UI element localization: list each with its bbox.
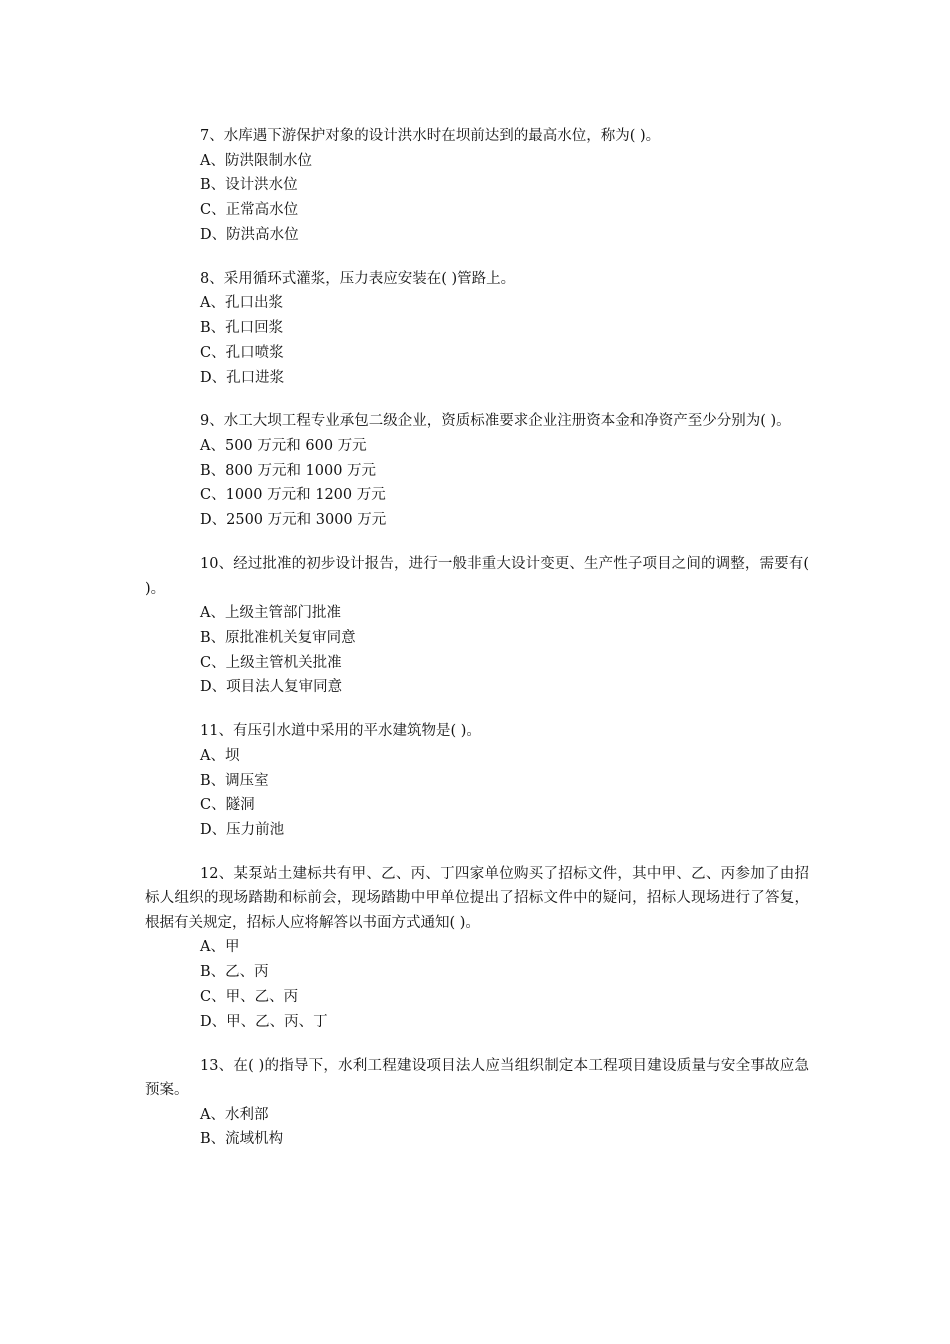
question-stem: 13、在( )的指导下，水利工程建设项目法人应当组织制定本工程项目建设质量与安全事故应急预案。 [145, 1057, 809, 1099]
option-a: A、上级主管部门批准 [200, 605, 341, 622]
option-c: C、正常高水位 [200, 202, 299, 219]
option-b: B、孔口回浆 [200, 319, 284, 336]
question-stem: 11、有压引水道中采用的平水建筑物是( )。 [200, 723, 481, 740]
question-13 [145, 1054, 809, 1153]
option-b: B、流域机构 [200, 1131, 284, 1148]
option-b: B、设计洪水位 [200, 177, 298, 194]
question-stem: 7、水库遇下游保护对象的设计洪水时在坝前达到的最高水位，称为( )。 [200, 128, 661, 144]
question-stem: 12、某泵站土建标共有甲、乙、丙、丁四家单位购买了招标文件，其中甲、乙、丙参加了由招标人组织的现场踏勘和标前会，现场踏勘中甲单位提出了招标文件中的疑问，招标人现场进行了答复，根据有关规定，招标人应将解答以书面方式通知( )。 [145, 865, 809, 931]
option-d: D、孔口进浆 [200, 369, 285, 386]
question-11 [145, 719, 809, 843]
option-d: D、项目法人复审同意 [200, 679, 343, 696]
option-c: C、孔口喷浆 [200, 344, 284, 361]
option-b: B、800 万元和 1000 万元 [200, 462, 377, 479]
option-d: D、2500 万元和 3000 万元 [200, 512, 387, 529]
option-a: A、甲 [200, 939, 240, 956]
option-a: A、防洪限制水位 [200, 152, 312, 169]
question-stem: 9、水工大坝工程专业承包二级企业，资质标准要求企业注册资本金和净资产至少分别为( )。 [200, 413, 791, 430]
option-c: C、隧洞 [200, 797, 255, 814]
question-stem: 10、经过批准的初步设计报告，进行一般非重大设计变更、生产性子项目之间的调整，需要有( )。 [145, 556, 809, 597]
option-b: B、乙、丙 [200, 964, 269, 981]
question-stem: 8、采用循环式灌浆，压力表应安装在( )管路上。 [200, 270, 516, 287]
option-a: A、500 万元和 600 万元 [200, 437, 367, 454]
question-9 [145, 409, 809, 533]
option-b: B、原批准机关复审同意 [200, 629, 356, 646]
option-b: B、调压室 [200, 772, 269, 789]
option-c: C、上级主管机关批准 [200, 654, 342, 671]
option-a: A、坝 [200, 747, 240, 764]
question-7 [145, 124, 809, 248]
question-12 [145, 862, 809, 1035]
option-d: D、压力前池 [200, 822, 285, 839]
option-a: A、孔口出浆 [200, 295, 283, 312]
option-d: D、甲、乙、丙、丁 [200, 1013, 328, 1030]
option-c: C、1000 万元和 1200 万元 [200, 487, 386, 504]
option-c: C、甲、乙、丙 [200, 989, 299, 1006]
document-page [145, 124, 809, 1171]
option-d: D、防洪高水位 [200, 226, 299, 243]
option-a: A、水利部 [200, 1106, 269, 1123]
question-10 [145, 552, 809, 700]
question-8 [145, 267, 809, 391]
